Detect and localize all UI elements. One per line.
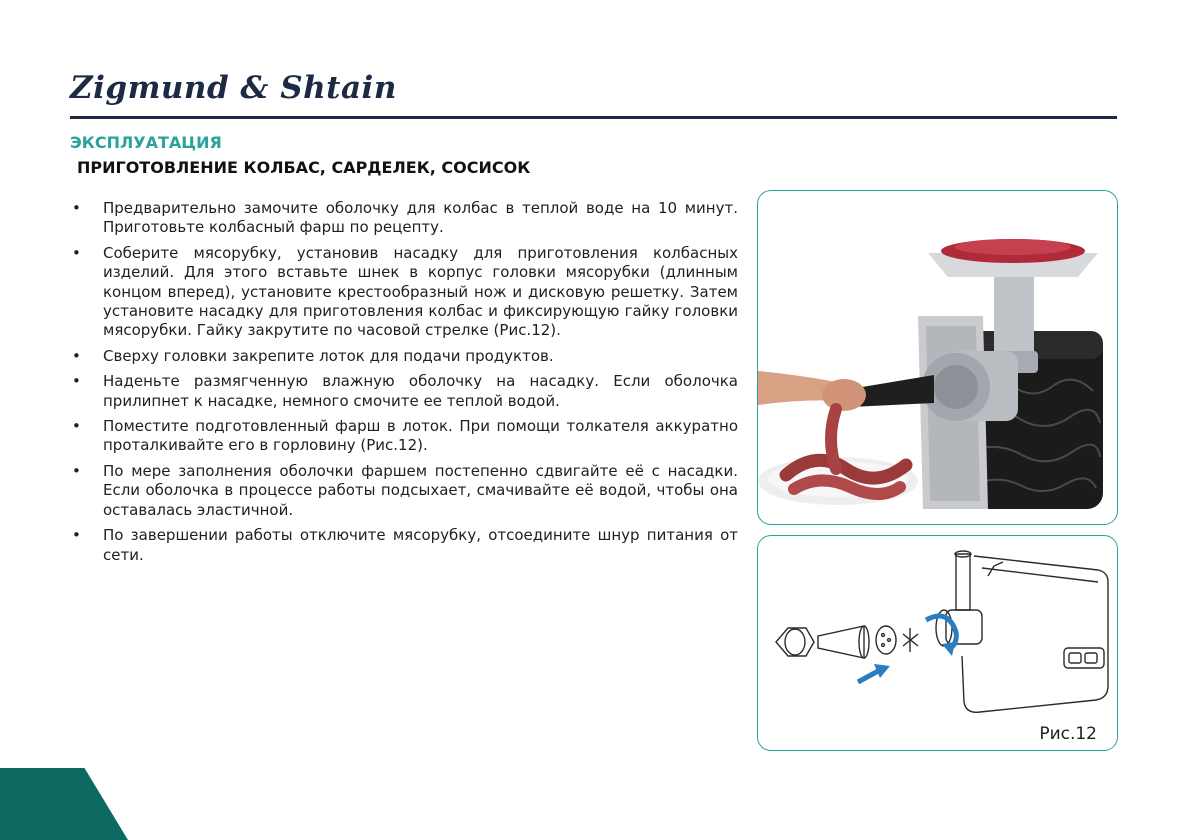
section-title: ЭКСПЛУАТАЦИЯ <box>70 133 222 152</box>
instruction-list <box>70 199 738 571</box>
instruction-item: • Наденьте размягченную влажную оболочку на насадку. Если оболочка прилипнет к насадке, немного смочите ее теплой водой. <box>70 372 738 411</box>
instruction-item: • Сверху головки закрепите лоток для подачи продуктов. <box>70 347 738 366</box>
subsection-title: ПРИГОТОВЛЕНИЕ КОЛБАС, САРДЕЛЕК, СОСИСОК <box>77 158 531 177</box>
product-photo <box>757 190 1118 525</box>
instruction-item: • По мере заполнения оболочки фаршем постепенно сдвигайте её с насадки. Если оболочка в процессе работы подсыхает, смачивайте её водой, чтобы она оставалась эластичной. <box>70 462 738 520</box>
instruction-item: • Предварительно замочите оболочку для колбас в теплой воде на 10 минут. Приготовьте колбасный фарш по рецепту. <box>70 199 738 238</box>
instruction-item: • Поместите подготовленный фарш в лоток. При помощи толкателя аккуратно проталкивайте его в горловину (Рис.12). <box>70 417 738 456</box>
assembly-diagram-drawing <box>758 536 1117 750</box>
brand-logo: Zigmund & Shtain <box>70 70 397 106</box>
figure-caption: Рис.12 <box>1039 724 1097 744</box>
corner-decoration <box>0 768 128 840</box>
assembly-diagram <box>757 535 1118 751</box>
header-divider <box>70 116 1117 119</box>
instruction-item: • По завершении работы отключите мясорубку, отсоедините шнур питания от сети. <box>70 526 738 565</box>
meat-grinder-photo <box>758 191 1117 524</box>
instruction-item: • Соберите мясорубку, установив насадку для приготовления колбасных изделий. Для этого вставьте шнек в корпус головки мясорубки (длинным концом вперед), установите крестообразный нож и дисковую решетку. Затем установите насадку для приготовления колбас и фиксирующую гайку головки мясорубки. Гайку закрутите по часовой стрелке (Рис.12). <box>70 244 738 341</box>
